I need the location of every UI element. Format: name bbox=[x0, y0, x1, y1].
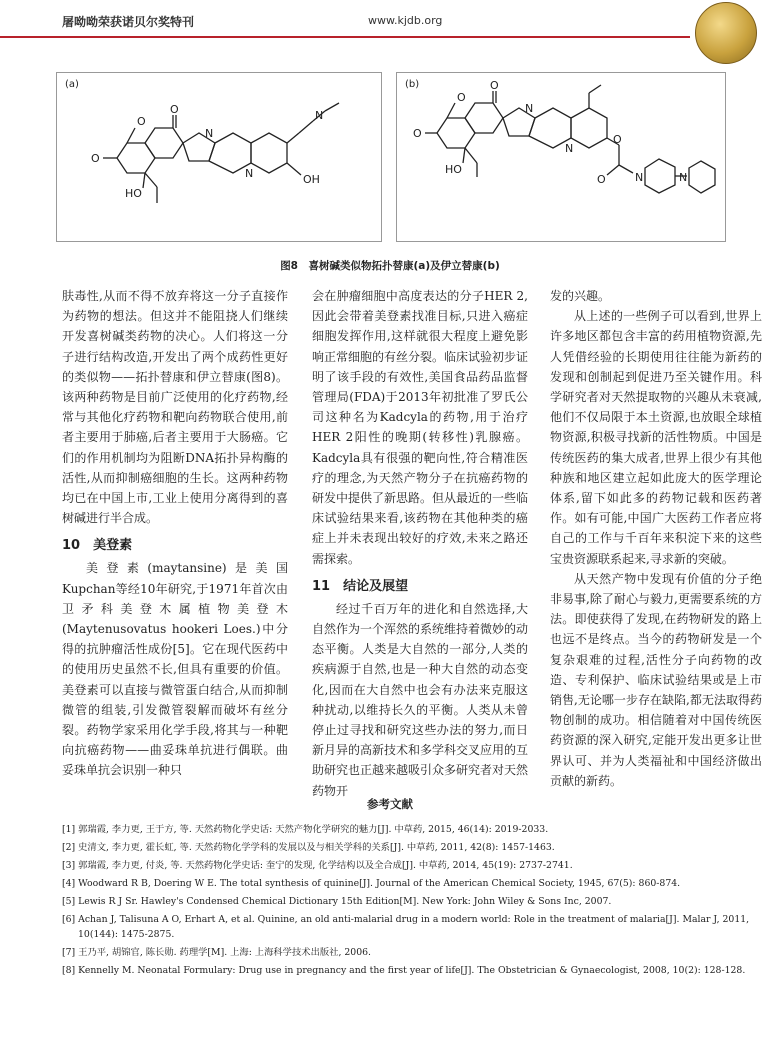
atom-nitrogen-dimethylamino: N bbox=[315, 109, 324, 122]
reference-item: [3] 郭瑞霞, 李力更, 付炎, 等. 天然药物化学史话: 奎宁的发现, 化学结构以及全合成[J]. 中草药, 2014, 45(19): 2737-2741. bbox=[62, 860, 573, 871]
paragraph: 经过千百万年的进化和自然选择,大自然作为一个浑然的系统维持着微妙的动态平衡。人类是大自然的一部分,人类的疾病源于自然,也是一种大自然的动态变化,因而在大自然中也会有办法来克服这种扰动,以维持长久的平衡。人类从未曾停止过寻找和研究这些办法的努力,而日新月异的高新技术和多学科交叉应用的互助研究也正越来越吸引众多研究者对天然药物开 bbox=[312, 601, 529, 798]
atom-oxygen-ring: O bbox=[137, 115, 146, 128]
reference-list bbox=[62, 822, 762, 981]
figure-panel-a bbox=[56, 72, 382, 242]
references-heading: 参考文献 bbox=[367, 797, 413, 811]
atom-nitrogen-piperidine: N bbox=[635, 171, 644, 184]
atom-oxygen-carbamate: O bbox=[597, 173, 606, 186]
reference-item: [1] 郭瑞霞, 李力更, 王于方, 等. 天然药物化学史话: 天然产物化学研究的魅力[J]. 中草药, 2015, 46(14): 2019-2033. bbox=[62, 824, 549, 835]
reference-item: [2] 史清文, 李力更, 霍长虹, 等. 天然药物化学学科的发展以及与相关学科的关系[J]. 中草药, 2011, 42(8): 1457-1463. bbox=[62, 842, 555, 853]
atom-nitrogen-ring: N bbox=[525, 102, 534, 115]
reference-item: [4] Woodward R B, Doering W E. The total synthesis of quinine[J]. Journal of the American Chemical Society, 1945, 67(5): 860-874. bbox=[62, 878, 681, 889]
section-heading-maytansine: 10 美登素 bbox=[62, 538, 133, 554]
text-column-left bbox=[62, 286, 288, 781]
paragraph: 肤毒性,从而不得不放弃将这一分子直接作为药物的想法。但这并不能阻挠人们继续开发喜树碱类药物的决心。人们将这一分子进行结构改造,开发出了两个成药性更好的类似物——拓扑替康和伊立替康(图8)。该两种药物是目前广泛使用的化疗药物,经常与其他化疗药物和靶向药物联合使用,前者主要用于肺癌,后者主要用于大肠癌。它们的作用机制均为阻断DNA拓扑异构酶的活性,从而抑制癌细胞的生长。这两种药物均已在中国上市,工业上使用分离得到的喜树碱进行半合成。 bbox=[62, 289, 288, 526]
header-rule bbox=[0, 36, 690, 38]
atom-oxygen-ring: O bbox=[457, 91, 466, 104]
hydroxyl-right: OH bbox=[303, 173, 320, 186]
reference-item: [6] Achan J, Talisuna A O, Erhart A, et al. Quinine, an old anti-malarial drug in a modern world: Role in the treatment of malaria[J]. Malar J, 2011, 10(144): 1475-2875. bbox=[62, 914, 750, 940]
journal-special-issue-title: 屠呦呦荣获诺贝尔奖特刊 bbox=[62, 15, 195, 29]
irinotecan-structure bbox=[397, 73, 725, 241]
reference-item: [8] Kennelly M. Neonatal Formulary: Drug use in pregnancy and the first year of life[J]. The Obstetrician & Gynaecologist, 2008, 10(2): 128-128. bbox=[62, 965, 746, 976]
text-column-middle bbox=[312, 286, 528, 801]
paragraph: 发的兴趣。 bbox=[550, 289, 611, 303]
page-header bbox=[0, 0, 780, 40]
topotecan-structure bbox=[57, 73, 381, 241]
atom-nitrogen-bipiperidine: N bbox=[679, 171, 688, 184]
atom-oxygen-lactone: O bbox=[91, 152, 100, 165]
paragraph: 会在肿瘤细胞中高度表达的分子HER 2,因此会带着美登素找准目标,只进入癌症细胞发挥作用,这样就很大程度上避免影响正常细胞的有丝分裂。临床试验初步证明了该手段的有效性,美国食品药品监督管理局(FDA)于2013年初批准了罗氏公司这种名为Kadcyla的药物,用于治疗HER 2阳性的晚期(转移性)乳腺癌。Kadcyla具有很强的靶向性,符合精准医疗的理念,为天然产物分子在抗癌药物的研发中提供了新思路。但从最近的一些临床试验结果来看,该药物在其他种类的癌症上并未表现出较好的疗效,未来之路还需探索。 bbox=[312, 289, 529, 566]
figure-panel-b bbox=[396, 72, 726, 242]
atom-nitrogen-quinoline: N bbox=[565, 142, 574, 155]
panel-a-label: (a) bbox=[65, 79, 79, 90]
reference-item: [7] 王乃平, 胡锦官, 陈长勋. 药理学[M]. 上海: 上海科学技术出版社, 2006. bbox=[62, 947, 371, 958]
hydroxyl-left: HO bbox=[445, 163, 462, 176]
atom-nitrogen-ring: N bbox=[205, 127, 214, 140]
paragraph: 美登素(maytansine)是美国Kupchan等经10年研究,于1971年首次由卫矛科美登木属植物美登木(Maytenusovatus hookeri Loes.)中分得的抗肿瘤活性成份[5]。它在现代医药中的使用历史虽然不长,但具有重要的价值。美登素可以直接与微管蛋白结合,从而抑制微管的组装,引发微管裂解而破坏有丝分裂。药物学家采用化学手段,将其与一种靶向抗癌药物——曲妥珠单抗进行偶联。曲妥珠单抗会识别一种只 bbox=[62, 561, 288, 778]
section-heading-conclusion: 11 结论及展望 bbox=[312, 578, 409, 594]
paragraph: 从上述的一些例子可以看到,世界上许多地区都包含丰富的药用植物资源,先人凭借经验的长期使用往往能为新药的发现和创制起到促进乃至关键作用。科学研究者对天然提取物的兴趣从未衰减,他们不仅局限于本土资源,也放眼全球植物资源,积极寻找新的活性物质。中国是传统医药的集大成者,世界上很少有其他种族和地区建立起如此庞大的医学理论体系,留下如此多的药物记载和医药著作。如有可能,中国广大医药工作者应将自己的工作与千百年来积淀下来的这些宝贵资源联系起来,寻求新的突破。 bbox=[550, 309, 762, 566]
atom-oxygen-lactone: O bbox=[413, 127, 422, 140]
atom-oxygen-carbonyl-top: O bbox=[490, 79, 499, 92]
atom-oxygen-carbonyl-top: O bbox=[170, 103, 179, 116]
panel-b-label: (b) bbox=[405, 79, 420, 90]
text-column-right bbox=[550, 286, 762, 791]
paragraph: 从天然产物中发现有价值的分子绝非易事,除了耐心与毅力,更需要系统的方法。即使获得了发现,在药物研发的路上也远不是终点。当今的药物研发是一个复杂艰难的过程,活性分子向药物的改造、专利保护、临床试验结果或是上市销售,无论哪一步存在缺陷,都无法取得药物创制的成功。相信随着对中国传统医药资源的深入研究,定能开发出更多让世界认可、并为人类福祉和中国经济做出贡献的新药。 bbox=[550, 571, 762, 788]
atom-oxygen-ester: O bbox=[613, 133, 622, 146]
website-url[interactable]: www.kjdb.org bbox=[368, 14, 443, 27]
figure-caption: 图8 喜树碱类似物拓扑替康(a)及伊立替康(b) bbox=[280, 260, 500, 272]
reference-item: [5] Lewis R J Sr. Hawley's Condensed Chemical Dictionary 15th Edition[M]. New York: John Wiley & Sons Inc, 2007. bbox=[62, 896, 612, 907]
nobel-medal-icon bbox=[695, 2, 757, 64]
hydroxyl-left: HO bbox=[125, 187, 142, 200]
atom-nitrogen-quinoline: N bbox=[245, 167, 254, 180]
